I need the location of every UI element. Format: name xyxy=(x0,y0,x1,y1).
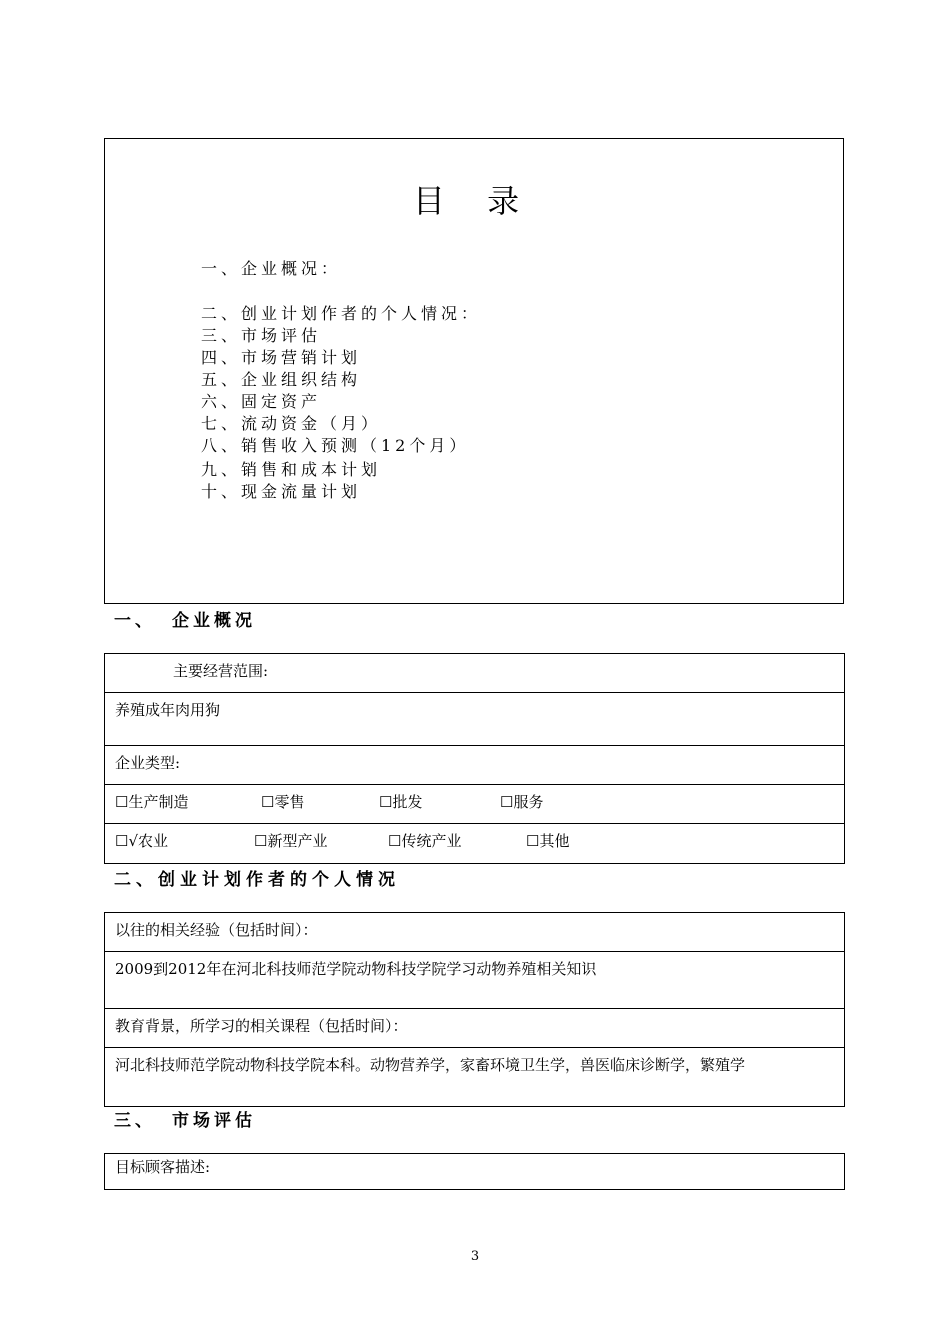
toc-item: 三、市场评估 xyxy=(201,326,322,345)
author-info-table xyxy=(104,912,845,1107)
education-label: 教育背景，所学习的相关课程（包括时间）： xyxy=(105,1009,845,1048)
toc-title: 目 录 xyxy=(412,182,536,220)
section-number: 一、 xyxy=(114,611,156,631)
toc-item: 七、流动资金（月） xyxy=(201,414,382,433)
section-heading-author-info xyxy=(114,869,400,891)
toc-item: 十、现金流量计划 xyxy=(201,482,362,501)
experience-label: 以往的相关经验（包括时间）： xyxy=(105,913,845,952)
target-customer-label: 目标顾客描述: xyxy=(105,1154,845,1190)
checkbox-manufacturing[interactable]: ☐生产制造 xyxy=(115,793,189,811)
business-scope-label: 主要经营范围: xyxy=(105,654,845,693)
toc-item: 一、企业概况： xyxy=(201,259,342,278)
company-overview-table xyxy=(104,653,845,864)
education-value: 河北科技师范学院动物科技学院本科。动物营养学，家畜环境卫生学，兽医临床诊断学，繁殖学 xyxy=(105,1048,845,1107)
toc-item: 九、销售和成本计划 xyxy=(201,460,382,479)
company-type-row-2 xyxy=(105,824,845,864)
section-heading-company-overview xyxy=(114,610,256,632)
section-heading-market-assessment xyxy=(114,1110,256,1132)
section-number: 二、 xyxy=(114,870,158,890)
checkbox-retail[interactable]: ☐零售 xyxy=(261,793,305,811)
checkbox-wholesale[interactable]: ☐批发 xyxy=(379,793,423,811)
checkbox-other[interactable]: ☐其他 xyxy=(526,832,570,850)
company-type-label: 企业类型: xyxy=(105,746,845,785)
section-number: 三、 xyxy=(114,1111,156,1131)
toc-item: 四、市场营销计划 xyxy=(201,348,362,367)
table-of-contents xyxy=(104,138,844,604)
toc-item: 五、企业组织结构 xyxy=(201,370,362,389)
market-assessment-table xyxy=(104,1153,845,1190)
checkbox-traditional-industry[interactable]: ☐传统产业 xyxy=(388,832,462,850)
page-number: 3 xyxy=(470,1249,480,1264)
toc-item: 二、创业计划作者的个人情况： xyxy=(201,304,482,323)
section-title: 创业计划作者的个人情况 xyxy=(158,870,400,890)
checkbox-service[interactable]: ☐服务 xyxy=(500,793,544,811)
experience-value: 2009到2012年在河北科技师范学院动物科技学院学习动物养殖相关知识 xyxy=(105,952,845,1009)
checkbox-agriculture[interactable]: ☐√农业 xyxy=(115,832,169,850)
section-title: 企业概况 xyxy=(172,611,256,631)
business-scope-value: 养殖成年肉用狗 xyxy=(105,693,845,746)
section-title: 市场评估 xyxy=(172,1111,256,1131)
company-type-row-1 xyxy=(105,785,845,824)
checkbox-new-industry[interactable]: ☐新型产业 xyxy=(254,832,328,850)
toc-item: 六、固定资产 xyxy=(201,392,322,411)
toc-item: 八、销售收入预测（12个月） xyxy=(201,436,470,455)
